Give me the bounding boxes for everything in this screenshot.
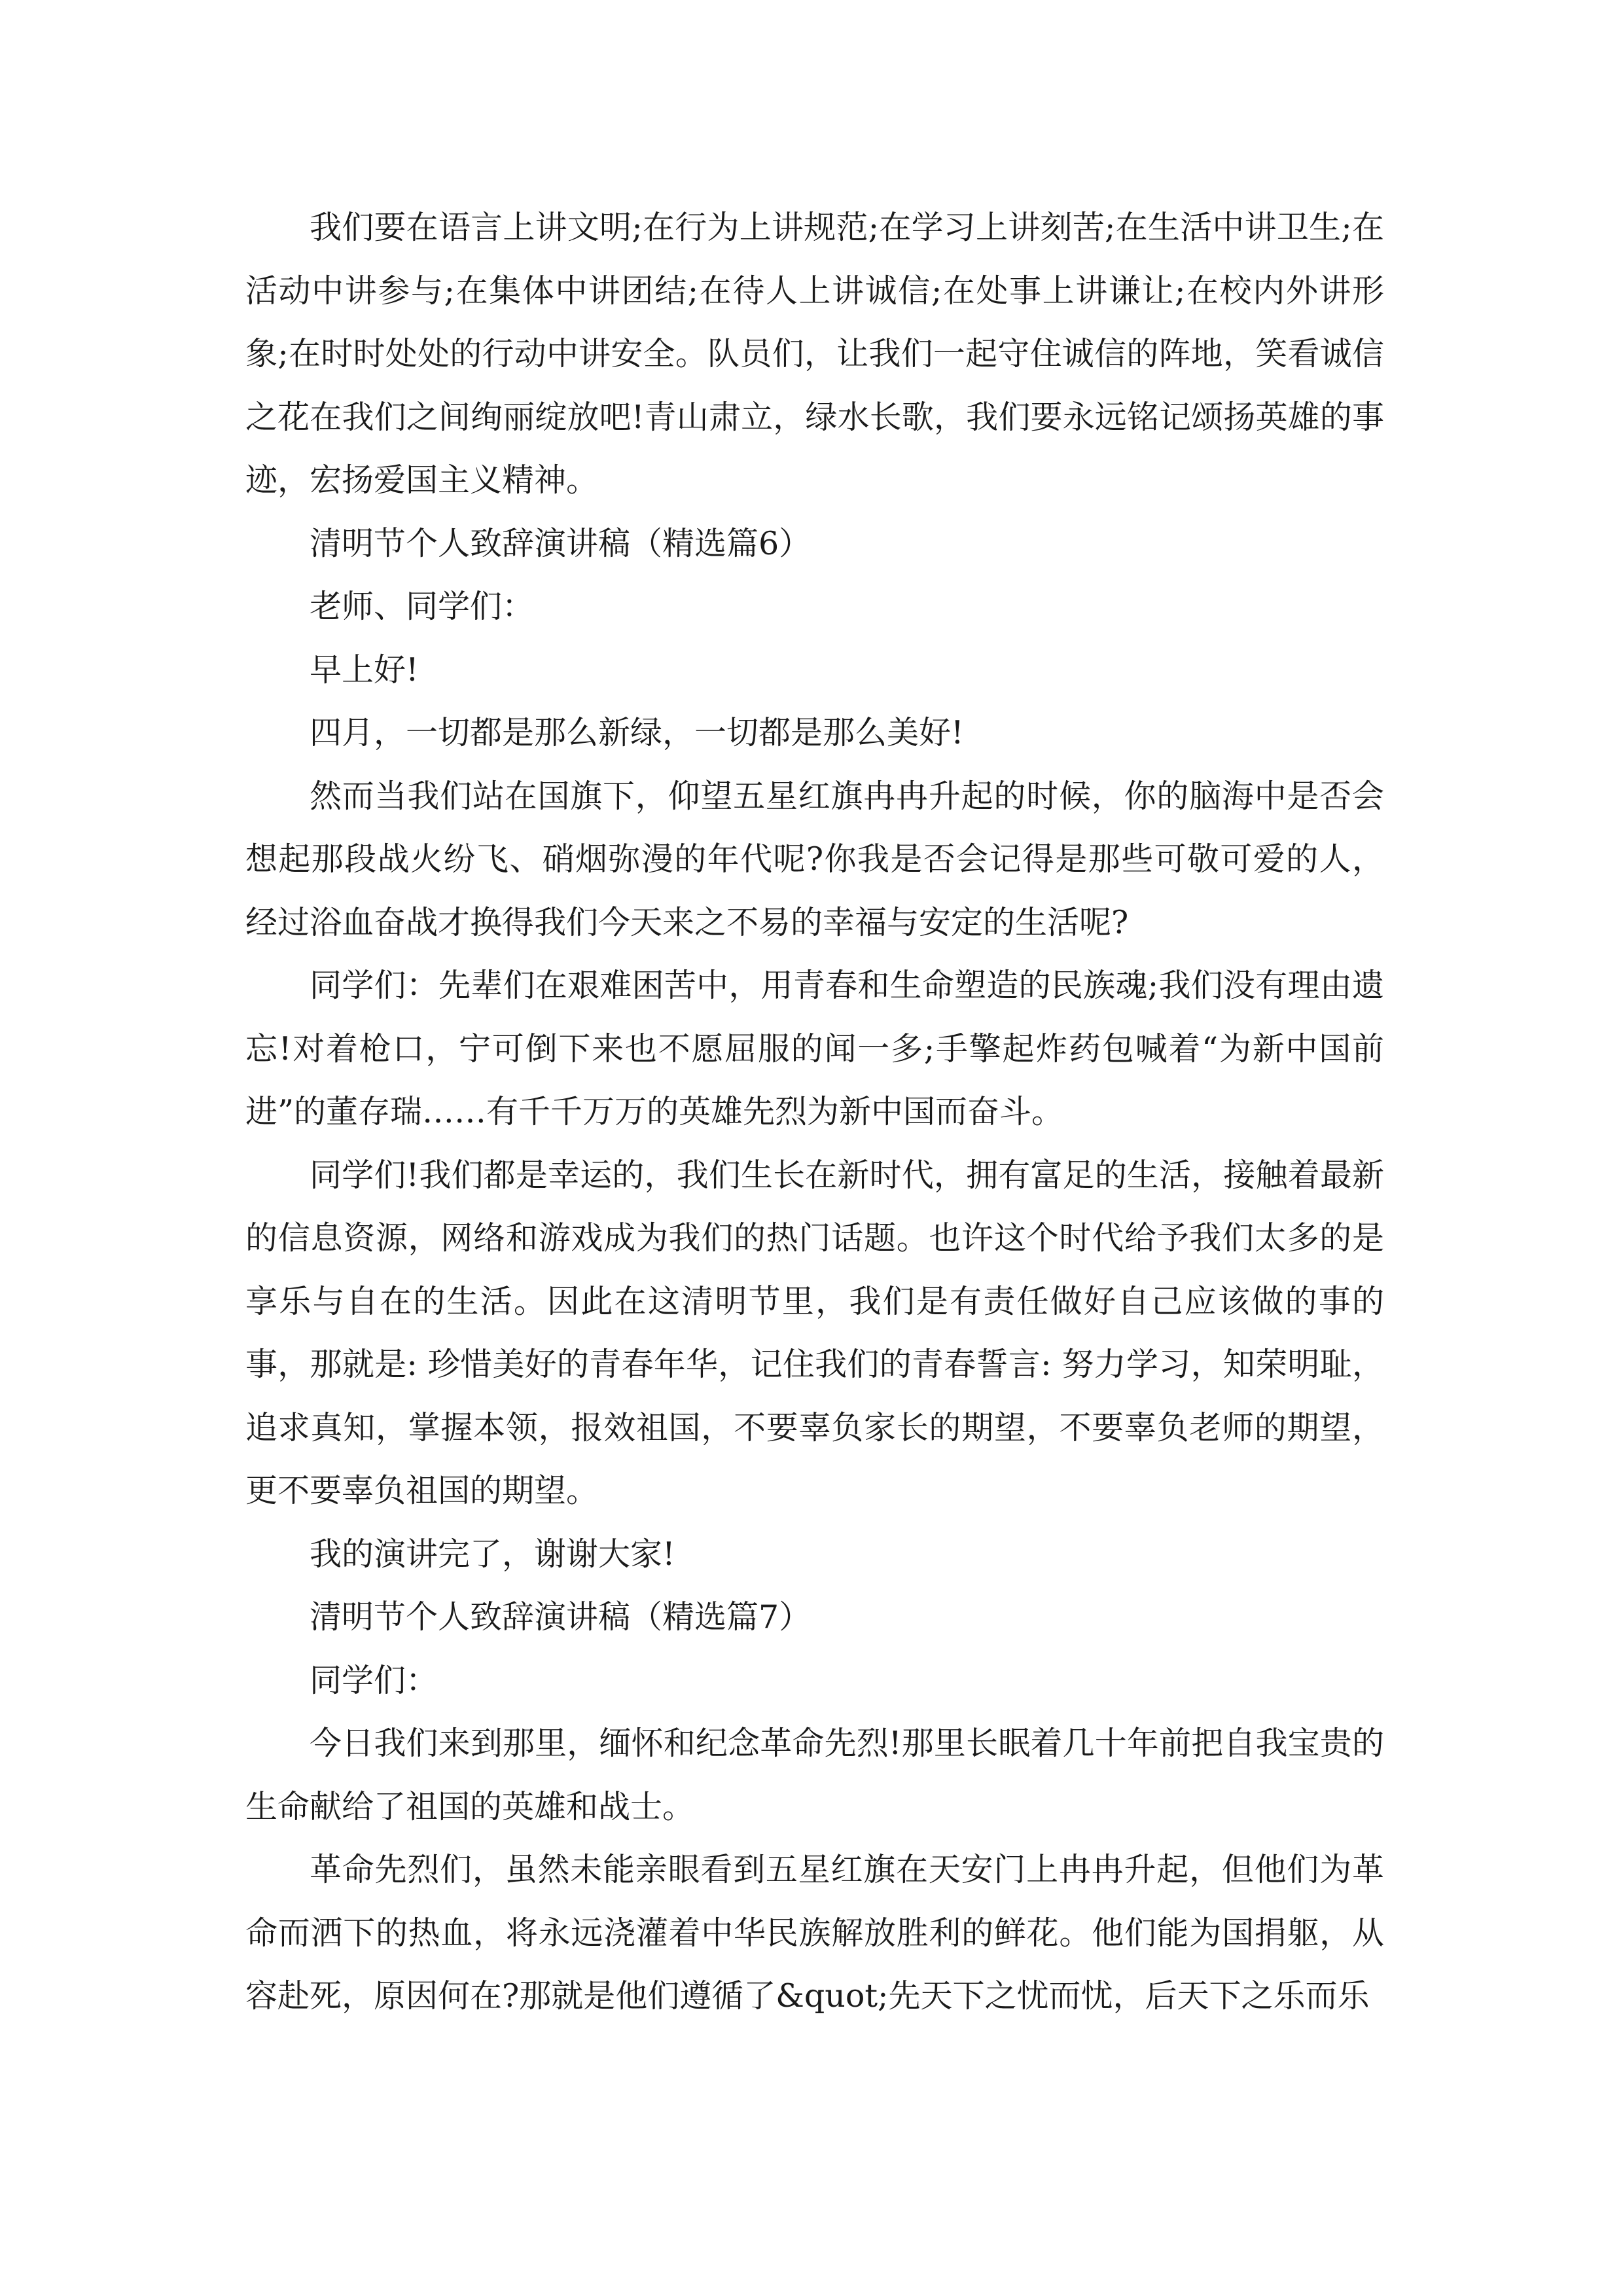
- section-heading: 清明节个人致辞演讲稿（精选篇7）: [310, 1598, 812, 1636]
- paragraph: 然而当我们站在国旗下，仰望五星红旗冉冉升起的时候，你的脑海中是否会想起那段战火纷飞、硝烟弥漫的年代呢?你我是否会记得是那些可敬可爱的人，经过浴血奋战才换得我们今天来之不易的幸福与安定的生活呢?: [245, 777, 1384, 941]
- document-body: [245, 196, 1384, 2028]
- paragraph: 四月，一切都是那么新绿，一切都是那么美好!: [310, 714, 964, 751]
- section-heading: 清明节个人致辞演讲稿（精选篇6）: [310, 524, 812, 562]
- paragraph: 同学们：先辈们在艰难困苦中，用青春和生命塑造的民族魂;我们没有理由遗忘!对着枪口，宁可倒下来也不愿屈服的闻一多;手擎起炸药包喊着“为新中国前进”的董存瑞……有千千万万的英雄先烈为新中国而奋斗。: [245, 967, 1384, 1130]
- closing-line: 我的演讲完了，谢谢大家!: [310, 1535, 675, 1573]
- salutation: 老师、同学们：: [310, 588, 535, 625]
- paragraph: 今日我们来到那里，缅怀和纪念革命先烈!那里长眠着几十年前把自我宝贵的生命献给了祖国的英雄和战士。: [245, 1725, 1384, 1825]
- paragraph: 同学们!我们都是幸运的，我们生长在新时代，拥有富足的生活，接触着最新的信息资源，网络和游戏成为我们的热门话题。也许这个时代给予我们太多的是享乐与自在的生活。因此在这清明节里，我们是有责任做好自己应该做的事的事，那就是: 珍惜美好的青春年华，记住我们的青春誓言: 努力学习，知荣明耻，追求真知，掌握本领，报效祖国，不要辜负家长的期望，不要辜负老师的期望，更不要辜负祖国的期望。: [245, 1156, 1384, 1509]
- paragraph: 革命先烈们，虽然未能亲眼看到五星红旗在天安门上冉冉升起，但他们为革命而洒下的热血，将永远浇灌着中华民族解放胜利的鲜花。他们能为国捐躯，从容赴死，原因何在?那就是他们遵循了&quot;先天下之忧而忧，后天下之乐而乐: [245, 1851, 1384, 2015]
- paragraph: 我们要在语言上讲文明;在行为上讲规范;在学习上讲刻苦;在生活中讲卫生;在活动中讲参与;在集体中讲团结;在待人上讲诚信;在处事上讲谦让;在校内外讲形象;在时时处处的行动中讲安全。队员们，让我们一起守住诚信的阵地，笑看诚信之花在我们之间绚丽绽放吧!青山肃立，绿水长歌，我们要永远铭记颂扬英雄的事迹，宏扬爱国主义精神。: [245, 209, 1384, 499]
- salutation: 同学们：: [310, 1661, 438, 1699]
- greeting: 早上好!: [310, 651, 419, 689]
